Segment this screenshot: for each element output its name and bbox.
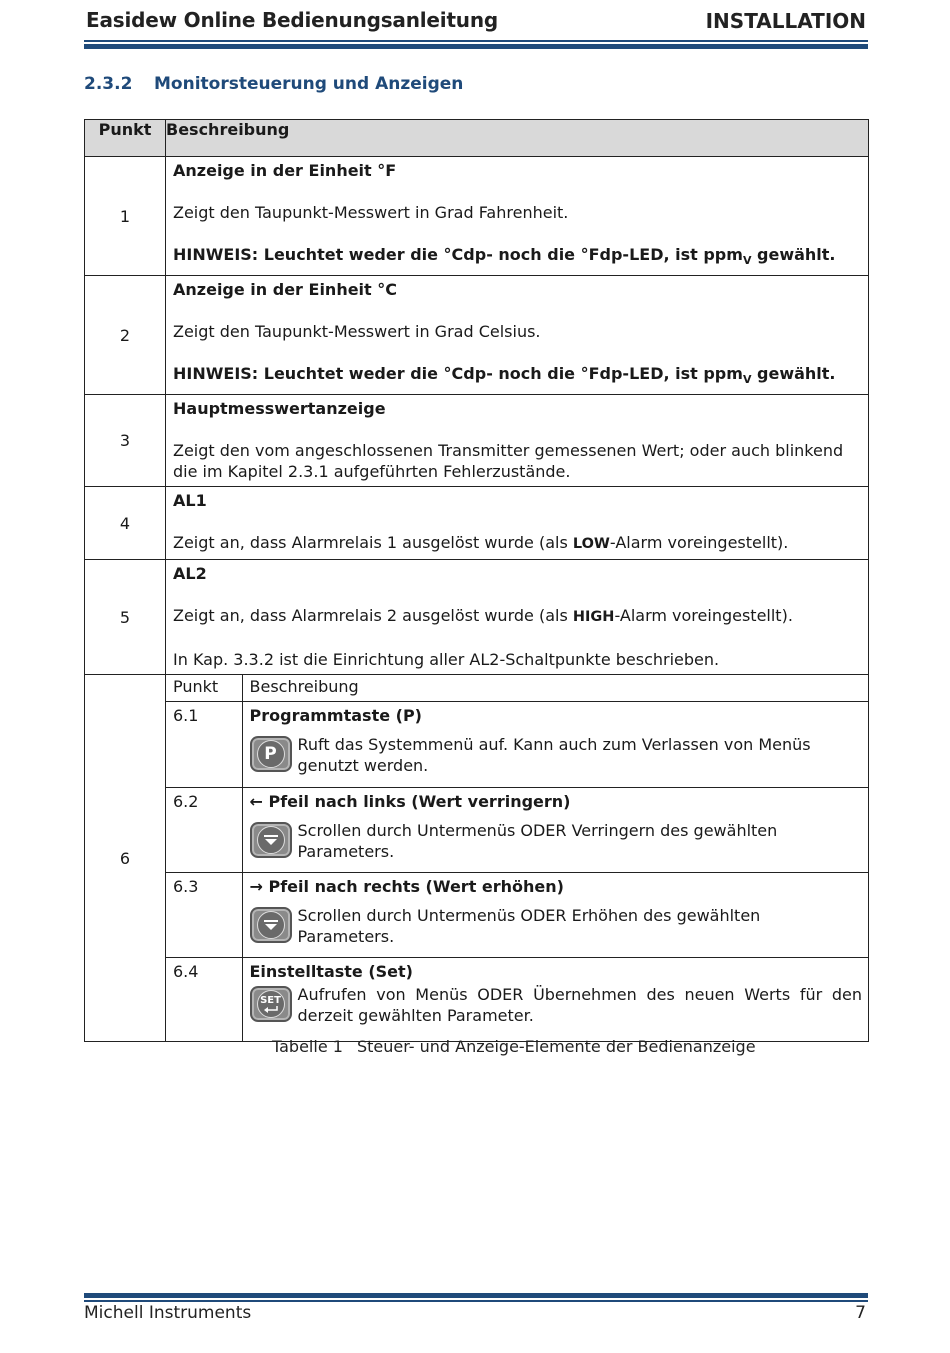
sub-table — [166, 675, 868, 1041]
footer-company: Michell Instruments — [84, 1303, 252, 1323]
row-heading: Anzeige in der Einheit °F — [173, 161, 397, 180]
row-text: Zeigt den vom angeschlossenen Transmitter gemessenen Wert; oder auch blinkend die im Kapitel 2.3.1 aufgeführten Fehlerzustände. — [173, 441, 844, 481]
left-arrow-icon: ← — [249, 792, 263, 811]
chapter-label: INSTALLATION — [705, 9, 866, 33]
row-heading: AL2 — [173, 564, 207, 583]
column-header-beschreibung: Beschreibung — [166, 120, 869, 157]
sub-column-header-beschreibung: Beschreibung — [249, 677, 359, 696]
right-arrow-icon: → — [249, 877, 263, 896]
caption-label: Tabelle 1 — [272, 1037, 343, 1056]
page-number: 7 — [855, 1303, 866, 1323]
row-description — [166, 395, 869, 487]
section-title: Monitorsteuerung und Anzeigen — [154, 74, 464, 94]
row-number: 3 — [85, 395, 166, 487]
sub-table-row — [166, 958, 868, 1042]
row-text: Zeigt den Taupunkt-Messwert in Grad Fahrenheit. — [173, 203, 569, 222]
sub-row-title: → Pfeil nach rechts (Wert erhöhen) — [249, 877, 564, 896]
table-row — [85, 675, 869, 1042]
sub-row-title: Programmtaste (P) — [249, 706, 422, 725]
table-row — [85, 395, 869, 487]
row-heading: AL1 — [173, 491, 207, 510]
sub-row-number: 6.2 — [173, 792, 199, 811]
sub-table-row — [166, 702, 868, 788]
sub-row-title: Einstelltaste (Set) — [249, 962, 413, 981]
sub-table-header-row — [166, 675, 868, 702]
table-row — [85, 487, 869, 560]
table-row — [85, 157, 869, 276]
sub-row-text: Scrollen durch Untermenüs ODER Erhöhen des gewählten Parameters. — [297, 906, 761, 946]
sub-column-header-punkt: Punkt — [173, 677, 219, 696]
sub-row-text: Ruft das Systemmenü auf. Kann auch zum Verlassen von Menüs genutzt werden. — [297, 735, 811, 775]
row-description — [166, 560, 869, 675]
row-extra-text: In Kap. 3.3.2 ist die Einrichtung aller AL2-Schaltpunkte beschrieben. — [173, 650, 720, 669]
controls-table — [84, 119, 869, 1042]
row-number: 2 — [85, 276, 166, 395]
sub-row-number: 6.4 — [173, 962, 199, 981]
row-text: Zeigt an, dass Alarmrelais 2 ausgelöst wurde (als HIGH-Alarm voreingestellt). — [173, 606, 793, 625]
sub-row-number: 6.3 — [173, 877, 199, 896]
table-caption — [272, 1037, 756, 1056]
header-rule-thin — [84, 40, 868, 42]
row-note: HINWEIS: Leuchtet weder die °Cdp- noch die °Fdp-LED, ist ppm$_V$ gewählt. — [173, 245, 836, 267]
column-header-punkt: Punkt — [85, 120, 166, 157]
row-number: 4 — [85, 487, 166, 560]
row-number: 1 — [85, 157, 166, 276]
row-note: HINWEIS: Leuchtet weder die °Cdp- noch die °Fdp-LED, ist ppm$_V$ gewählt. — [173, 364, 836, 386]
set-key-icon: SET — [250, 986, 292, 1022]
row-text: Zeigt den Taupunkt-Messwert in Grad Celsius. — [173, 322, 541, 341]
row-number: 6 — [85, 675, 166, 1042]
row-text: Zeigt an, dass Alarmrelais 1 ausgelöst wurde (als LOW-Alarm voreingestellt). — [173, 533, 789, 552]
caption-text: Steuer- und Anzeige-Elemente der Bedienanzeige — [356, 1037, 756, 1056]
sub-row-text: Scrollen durch Untermenüs ODER Verringern des gewählten Parameters. — [297, 821, 778, 861]
footer-rule-thin — [84, 1300, 868, 1302]
sub-row-title: ← Pfeil nach links (Wert verringern) — [249, 792, 571, 811]
document-title: Easidew Online Bedienungsanleitung — [86, 8, 498, 32]
row-heading: Anzeige in der Einheit °C — [173, 280, 397, 299]
row-description — [166, 276, 869, 395]
row-description — [166, 487, 869, 560]
row-description — [166, 157, 869, 276]
row-number: 5 — [85, 560, 166, 675]
table-header-row — [85, 120, 869, 157]
p-key-icon: P — [250, 736, 292, 772]
sub-row-number: 6.1 — [173, 706, 199, 725]
row-heading: Hauptmesswertanzeige — [173, 399, 386, 418]
right-arrow-key-icon — [250, 907, 292, 943]
left-arrow-key-icon — [250, 822, 292, 858]
sub-table-row — [166, 788, 868, 873]
table-row — [85, 276, 869, 395]
header-rule-thick — [84, 44, 868, 49]
sub-row-text: Aufrufen von Menüs ODER Übernehmen des neuen Werts für den derzeit gewählten Parameter. — [297, 985, 862, 1025]
section-number: 2.3.2 — [84, 74, 133, 94]
row-description — [166, 675, 869, 1042]
table-row — [85, 560, 869, 675]
footer-rule-thick — [84, 1293, 868, 1298]
sub-table-row — [166, 873, 868, 958]
